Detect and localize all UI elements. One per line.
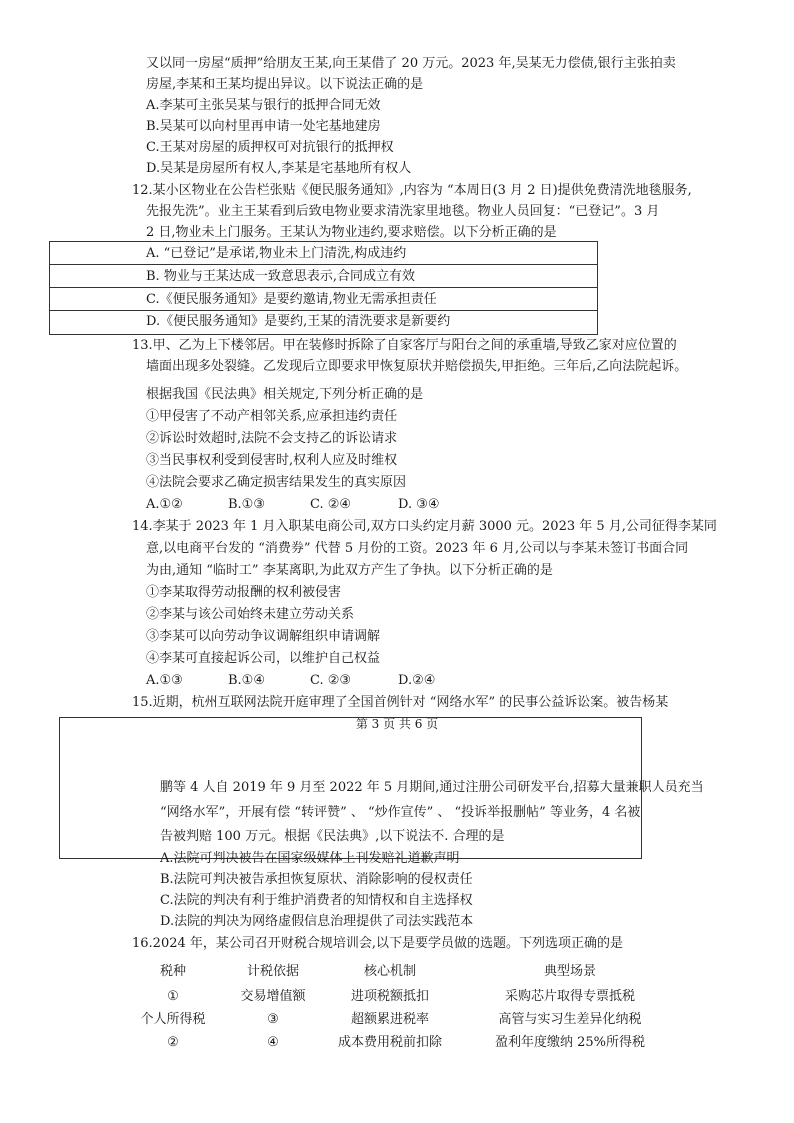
q12-stem-line-2: 先报先洗”。业主王某看到后致电物业要求清洗家里地毯。物业人员回复：“已登记”。3 月 [146, 204, 660, 219]
table-cell: 进项税额抵扣 [350, 989, 429, 1004]
q12-option-a: A. “已登记”是承诺,物业未上门清洗,构成违约 [146, 246, 407, 261]
q13-choice-a: A.①② [146, 497, 183, 512]
q14-choice-b: B.①④ [228, 673, 265, 688]
q13-item-4: ④法院会要求乙确定损害结果发生的真实原因 [146, 475, 407, 490]
q14-stem-line-1: 14.李某于 2023 年 1 月入职某电商公司,双方口头约定月薪 3000 元。2023 年 5 月,公司征得李某同 [132, 519, 717, 534]
q14-choice-d: D.②④ [398, 673, 436, 688]
table-cell: ③ [267, 1012, 279, 1027]
table-cell: ② [167, 1035, 179, 1050]
table-cell: ① [167, 989, 179, 1004]
table-cell: 超额累进税率 [350, 1012, 429, 1027]
divider [49, 310, 598, 311]
q11-option-c: C.王某对房屋的质押权可对抗银行的抵押权 [146, 140, 394, 155]
table-header-scenario: 典型场景 [543, 964, 596, 979]
table-header-basis: 计税依据 [246, 964, 299, 979]
q14-item-2: ②李某与该公司始终未建立劳动关系 [146, 607, 355, 622]
q13-item-2: ②诉讼时效超时,法院不会支持乙的诉讼请求 [146, 431, 398, 446]
table-cell: 个人所得税 [140, 1012, 206, 1027]
table-header-tax-type: 税种 [159, 964, 186, 979]
q11-stem-line-2: 房屋,李某和王某均提出异议。以下说法正确的是 [146, 77, 424, 92]
q13-choice-d: D. ③④ [398, 497, 440, 512]
q15-stem-line-3: “网络水军”，开展有偿 “转评赞” 、 “炒作宣传” 、 “投诉举报删帖” 等业务，4 名被 [160, 805, 641, 820]
q15-option-b: B.法院可判决被告承担恢复原状、消除影响的侵权责任 [160, 872, 473, 887]
table-header-mechanism: 核心机制 [363, 964, 416, 979]
q12-stem-line-1: 12.某小区物业在公告栏张贴《便民服务通知》,内容为 “本周日(3 月 2 日)提供免费清洗地毯服务, [132, 183, 692, 198]
q12-stem-line-3: 2 日,物业未上门服务。王某认为物业违约,要求赔偿。以下分析正确的是 [146, 225, 557, 240]
q15-stem-line-4: 告被判赔 100 万元。根据《民法典》,以下说法不. 合理的是 [160, 829, 505, 844]
q15-option-a: A.法院可判决被告在国家级媒体上刊发赔礼道歉声明 [160, 851, 460, 866]
page-footer: 第 3 页 共 6 页 [355, 717, 439, 731]
q11-stem-line-1: 又以同一房屋“质押”给朋友王某,向王某借了 20 万元。2023 年,吴某无力偿债,银行主张拍卖 [146, 56, 676, 71]
q13-choice-b: B.①③ [228, 497, 265, 512]
q12-option-c: C.《便民服务通知》是要约邀请,物业无需承担责任 [146, 292, 437, 307]
divider [49, 264, 598, 265]
q14-item-4: ④李某可直接起诉公司，以维护自己权益 [146, 651, 381, 666]
q14-stem-line-2: 意,以电商平台发的 “消费券” 代替 5 月份的工资。2023 年 6 月,公司以与李某未签订书面合同 [146, 541, 689, 556]
table-cell: 高管与实习生差异化纳税 [498, 1012, 642, 1027]
q13-stem-line-1: 13.甲、乙为上下楼邻居。甲在装修时拆除了自家客厅与阳台之间的承重墙,导致乙家对应位置的 [132, 338, 677, 353]
table-cell: 成本费用税前扣除 [337, 1035, 442, 1050]
q11-option-a: A.李某可主张吴某与银行的抵押合同无效 [146, 98, 381, 113]
q15-option-d: D.法院的判决为网络虚假信息治理提供了司法实践范本 [160, 914, 474, 929]
q11-option-d: D.吴某是房屋所有权人,李某是宅基地所有权人 [146, 161, 412, 176]
q11-option-b: B.吴某可以向村里再申请一处宅基地建房 [146, 119, 381, 134]
q14-choice-a: A.①③ [146, 673, 183, 688]
divider [49, 287, 598, 288]
q12-option-b: B. 物业与王某达成一致意思表示,合同成立有效 [146, 269, 415, 284]
q13-item-1: ①甲侵害了不动产相邻关系,应承担违约责任 [146, 409, 398, 424]
q16-stem: 16.2024 年，某公司召开财税合规培训会,以下是要学员做的选题。下列选项正确的是 [132, 936, 624, 951]
q12-option-d: D.《便民服务通知》是要约,王某的清洗要求是新要约 [146, 314, 451, 329]
table-cell: 交易增值额 [240, 989, 306, 1004]
table-cell: 采购芯片取得专票抵税 [504, 989, 635, 1004]
table-cell: 盈利年度缴纳 25%所得税 [494, 1035, 646, 1050]
q14-item-3: ③李某可以向劳动争议调解组织申请调解 [146, 629, 381, 644]
q13-stem-line-3: 根据我国《民法典》相关规定,下列分析正确的是 [146, 387, 424, 402]
q15-stem-line-1: 15.近期，杭州互联网法院开庭审理了全国首例针对 “网络水军” 的民事公益诉讼案。被告杨某 [132, 695, 669, 710]
q13-stem-line-2: 墙面出现多处裂缝。乙发现后立即要求甲恢复原状并赔偿损失,甲拒绝。三年后,乙向法院起诉。 [146, 359, 688, 374]
q13-choice-c: C. ②④ [310, 497, 352, 512]
table-cell: ④ [267, 1035, 279, 1050]
q14-item-1: ①李某取得劳动报酬的权利被侵害 [146, 585, 342, 600]
q15-stem-line-2: 鹏等 4 人自 2019 年 9 月至 2022 年 5 月期间,通过注册公司研发平台,招募大量兼职人员充当 [160, 780, 704, 795]
q13-item-3: ③当民事权利受到侵害时,权利人应及时维权 [146, 453, 398, 468]
q15-option-c: C.法院的判决有利于维护消费者的知情权和自主选择权 [160, 893, 473, 908]
q14-choice-c: C. ②③ [310, 673, 352, 688]
q14-stem-line-3: 为由,通知 “临时工” 李某离职,为此双方产生了争执。以下分析正确的是 [146, 563, 553, 578]
